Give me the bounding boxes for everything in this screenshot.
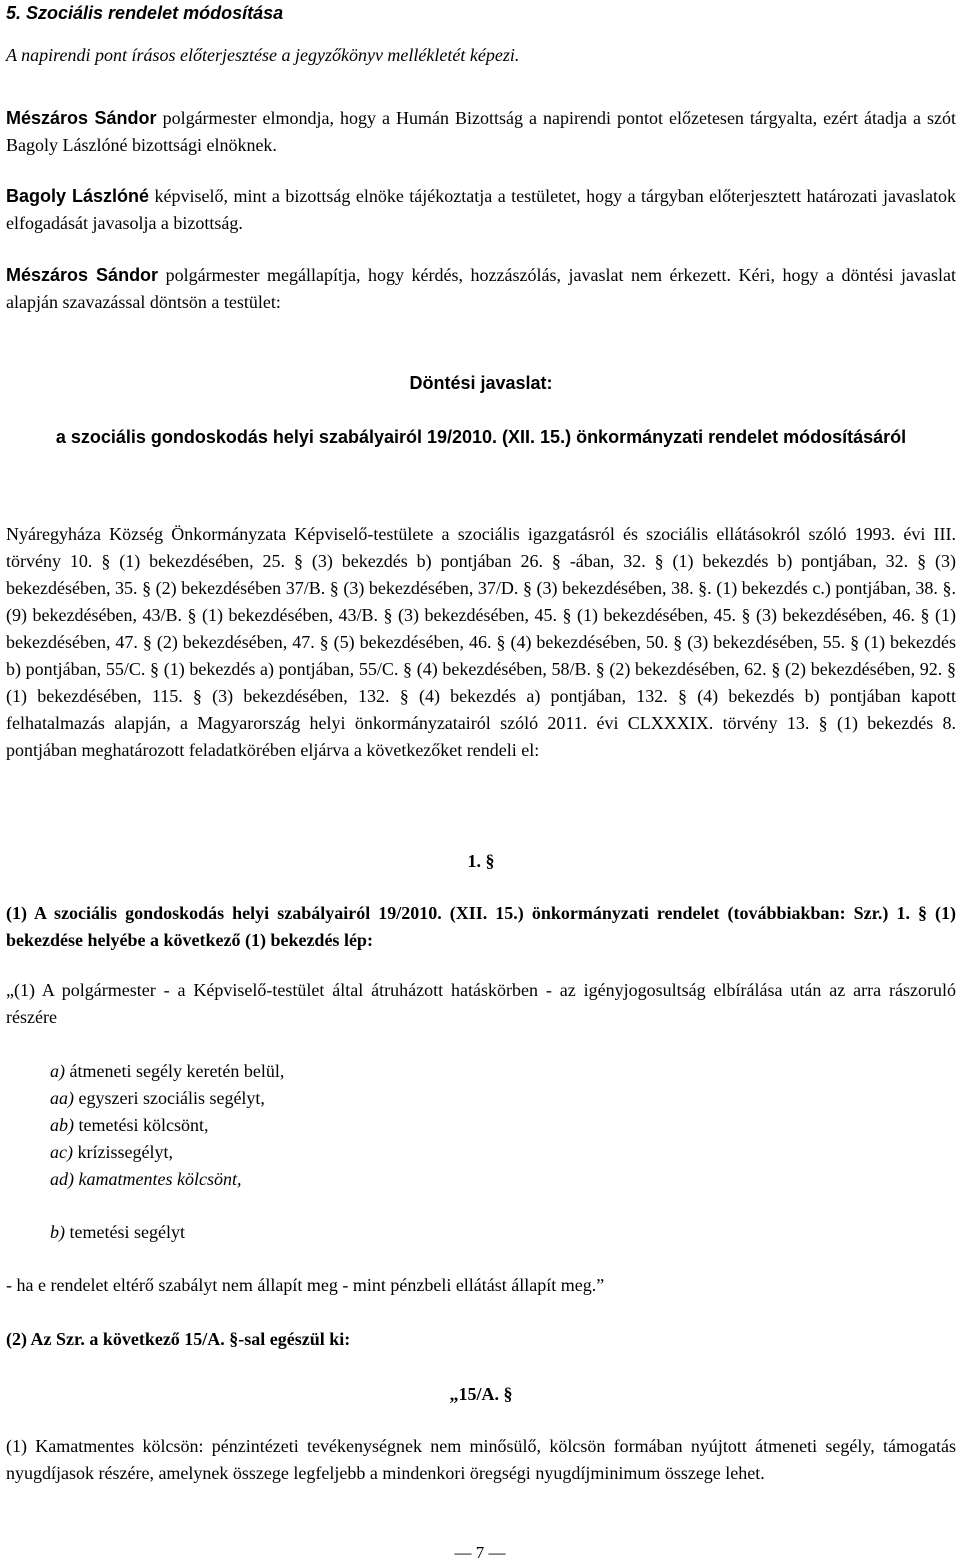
list-item bbox=[50, 1085, 650, 1112]
quoted-paragraph: „(1) A polgármester - a Képviselő-testület által átruházott hatáskörben - az igényjogosultság elbírálása után az arra rászoruló részére bbox=[6, 980, 956, 1027]
section-15a-heading: „15/A. § bbox=[449, 1384, 513, 1404]
paragraph-15a: (1) Kamatmentes kölcsön: pénzintézeti tevékenységnek nem minősülő, kölcsön formában nyújtott átmeneti segély, támogatás nyugdíjasok részére, amelynek összege legfeljebb a mindenkori öregségi nyugdíjminimum összege lehet. bbox=[6, 1436, 956, 1483]
benefit-list bbox=[50, 1058, 650, 1193]
preamble: Nyáregyháza Község Önkormányzata Képviselő-testülete a szociális igazgatásról és szociális ellátásokról szóló 1993. évi III. törvény 10. § (1) bekezdésében, 25. § (3) bekezdés b) pontjában 26. § -ában, 32. § (1) bekezdés b) pontjában, 32. § (3) bekezdésében, 35. § (2) bekezdésében 37/B. § (3) bekezdésében, 37/D. § (3) bekezdésében, 38. §. (1) bekezdés c.) pontjában, 38. §. (9) bekezdésében, 43/B. § (1) bekezdésében, 43/B. § (3) bekezdésében, 45. § (1) bekezdésében, 45. § (3) bekezdésében, 46. § (1) bekezdésében, 47. § (2) bekezdésében, 47. § (5) bekezdésében, 46. § (4) bekezdésében, 50. § (3) bekezdésében, 55. § (1) bekezdés b) pontjában, 55/C. § (1) bekezdés a) pontjában, 55/C. § (4) bekezdésében, 58/B. § (2) bekezdésében, 62. § (2) bekezdésében, 92. § (1) bekezdésében, 115. § (3) bekezdésében, 132. § (4) bekezdés a) pontjában, 132. § (4) bekezdés b) pontjában kapott felhatalmazás alapján, a Magyarország helyi önkormányzatairól szóló 2011. évi CLXXXIX. törvény 13. § (1) bekezdés 8. pontjában meghatározott feladatkörében eljárva a következőket rendeli el: bbox=[6, 524, 956, 760]
proposal-title: Döntési javaslat: bbox=[409, 373, 553, 393]
item-text: egyszeri szociális segélyt, bbox=[74, 1088, 265, 1108]
speaker-name: Mészáros Sándor bbox=[6, 108, 157, 128]
item-label: ad) bbox=[50, 1169, 74, 1189]
list-item bbox=[50, 1058, 650, 1085]
item-label: ac) bbox=[50, 1142, 73, 1162]
page-number: — 7 — bbox=[454, 1543, 506, 1562]
item-label: aa) bbox=[50, 1088, 74, 1108]
list-item bbox=[50, 1112, 650, 1139]
section-1-heading: 1. § bbox=[467, 851, 495, 871]
intro-note: A napirendi pont írásos előterjesztése a jegyzőkönyv mellékletét képezi. bbox=[6, 45, 520, 65]
item-label: ab) bbox=[50, 1115, 74, 1135]
amendment-1: (1) A szociális gondoskodás helyi szabályairól 19/2010. (XII. 15.) önkormányzati rendelet (továbbiakban: Szr.) 1. § (1) bekezdése helyébe a következő (1) bekezdés lép: bbox=[6, 903, 956, 950]
list-item bbox=[50, 1166, 650, 1193]
paragraph-committee-chair bbox=[6, 183, 956, 237]
amendment-2: (2) Az Szr. a következő 15/A. §-sal egészül ki: bbox=[6, 1329, 351, 1349]
paragraph-text: képviselő, mint a bizottság elnöke tájékoztatja a testületet, hogy a tárgyban előterjesztett határozati javaslatok elfogadását javasolja a bizottság. bbox=[6, 186, 957, 233]
paragraph-text: polgármester elmondja, hogy a Humán Bizottság a napirendi pontot előzetesen tárgyalta, ezért átadja a szót Bagoly Lászlóné bizottsági elnöknek. bbox=[6, 108, 956, 155]
speaker-name: Bagoly Lászlóné bbox=[6, 186, 150, 206]
item-text: átmeneti segély keretén belül, bbox=[65, 1061, 285, 1081]
paragraph-mayor-opening bbox=[6, 105, 956, 159]
section-heading: 5. Szociális rendelet módosítása bbox=[6, 3, 284, 23]
closing-line: - ha e rendelet eltérő szabályt nem állapít meg - mint pénzbeli ellátást állapít meg.” bbox=[6, 1275, 605, 1295]
item-label: b) bbox=[50, 1222, 65, 1242]
item-text: krízissegélyt, bbox=[72, 1142, 173, 1162]
list-item-b bbox=[50, 1219, 650, 1246]
item-text: temetési segélyt bbox=[65, 1222, 185, 1242]
item-label: a) bbox=[50, 1061, 65, 1081]
proposal-subtitle: a szociális gondoskodás helyi szabályairól 19/2010. (XII. 15.) önkormányzati rendelet módosításáról bbox=[55, 427, 907, 447]
item-text: kamatmentes kölcsönt, bbox=[74, 1169, 242, 1189]
item-text: temetési kölcsönt, bbox=[74, 1115, 209, 1135]
speaker-name: Mészáros Sándor bbox=[6, 265, 159, 285]
paragraph-text: polgármester megállapítja, hogy kérdés, hozzászólás, javaslat nem érkezett. Kéri, hogy a döntési javaslat alapján szavazással döntsön a testület: bbox=[6, 265, 956, 312]
list-item bbox=[50, 1139, 650, 1166]
paragraph-mayor-vote bbox=[6, 262, 956, 316]
